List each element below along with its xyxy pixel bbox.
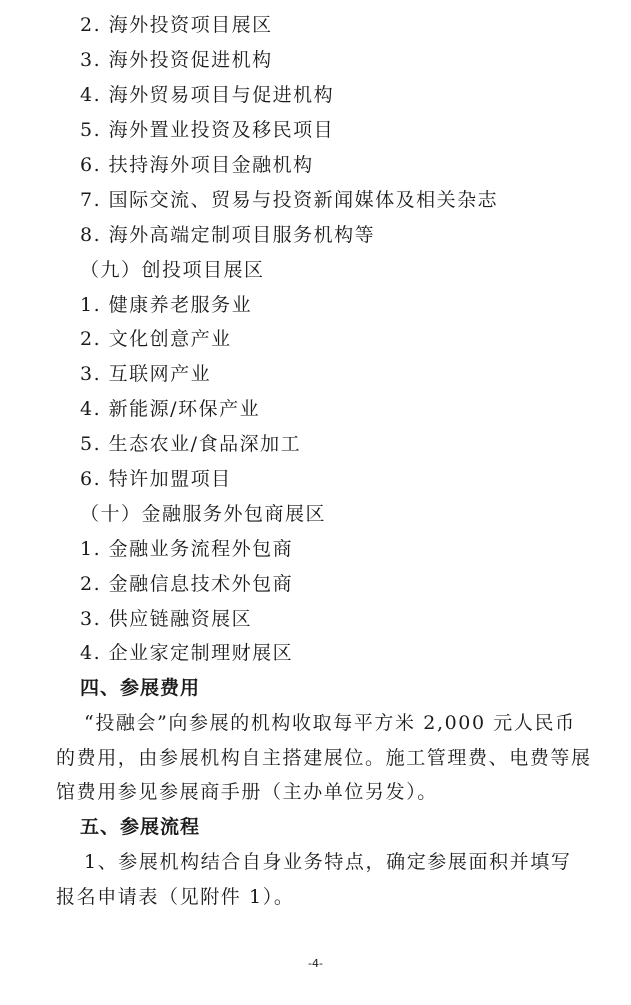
list-item: 2. 海外投资项目展区: [80, 14, 273, 36]
list-item: 1. 金融业务流程外包商: [80, 538, 294, 560]
subsection-heading-9: （九）创投项目展区: [80, 259, 265, 281]
list-item: 1. 健康养老服务业: [80, 294, 253, 316]
list-item: 2. 金融信息技术外包商: [80, 573, 294, 595]
list-item: 7. 国际交流、贸易与投资新闻媒体及相关杂志: [80, 189, 499, 211]
list-item: 4. 新能源/环保产业: [80, 398, 261, 420]
process-paragraph-line: 报名申请表（见附件 1）。: [56, 885, 295, 908]
list-item: 5. 生态农业/食品深加工: [80, 433, 302, 455]
section-heading-process: 五、参展流程: [80, 816, 201, 838]
process-paragraph-line: 1、参展机构结合自身业务特点，确定参展面积并填写: [84, 851, 572, 873]
list-item: 4. 企业家定制理财展区: [80, 642, 294, 664]
fees-paragraph-line: “投融会”向参展的机构收取每平方米 2,000 元人民币: [84, 712, 576, 734]
list-item: 4. 海外贸易项目与促进机构: [80, 84, 335, 106]
page-number: -4-: [308, 957, 323, 970]
fees-paragraph: [56, 706, 592, 810]
list-item: 6. 扶持海外项目金融机构: [80, 154, 314, 176]
process-paragraph: [56, 845, 576, 914]
list-item: 2. 文化创意产业: [80, 328, 232, 350]
list-item: 6. 特许加盟项目: [80, 468, 232, 490]
fees-paragraph-line: 的费用，由参展机构自主搭建展位。施工管理费、电费等展: [56, 746, 592, 769]
list-item: 3. 海外投资促进机构: [80, 49, 273, 71]
list-item: 3. 供应链融资展区: [80, 608, 253, 630]
subsection-heading-10: （十）金融服务外包商展区: [80, 503, 327, 525]
list-item: 3. 互联网产业: [80, 363, 212, 385]
section-heading-fees: 四、参展费用: [80, 677, 201, 699]
fees-paragraph-line: 馆费用参见参展商手册（主办单位另发）。: [56, 781, 438, 803]
list-item: 5. 海外置业投资及移民项目: [80, 119, 335, 141]
list-item: 8. 海外高端定制项目服务机构等: [80, 224, 376, 246]
